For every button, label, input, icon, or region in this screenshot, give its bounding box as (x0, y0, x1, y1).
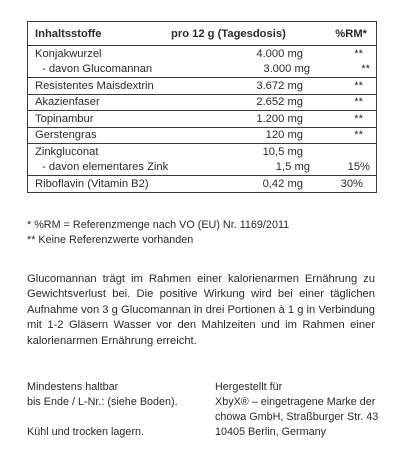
table-line (28, 111, 376, 127)
ingredient-amount: 3.672 mg (256, 79, 303, 92)
ingredient-rm: 15% (347, 161, 370, 174)
table-line (28, 160, 376, 176)
manufacturer-line-1: Hergestellt für (215, 381, 283, 393)
manufacturer-line-3: chowa GmbH, Straßburger Str. 43 (215, 411, 379, 423)
ingredient-amount: 2.652 mg (256, 96, 303, 109)
table-line (28, 176, 376, 192)
health-claim-paragraph: Glucomannan trägt im Rahmen einer kalorienarmen Ernährung zu Gewichtsverlust bei. Die positive Wirkung wird bei einer täglichen Aufnahme von 3 g Glucomannan in drei Portionen à 1 g in Verbindung mit 1-2 Gläsern Wasser vor den Mahlzeiten und im Rahmen einer kalorienarmen Ernährung erreicht. (27, 273, 375, 347)
table-header (28, 22, 376, 46)
footnotes (27, 218, 289, 248)
ingredient-rm: ** (354, 79, 363, 92)
ingredient-rm: ** (361, 63, 370, 76)
ingredient-name: Akazienfaser (35, 96, 100, 109)
ingredient-name: Gerstengras (35, 129, 97, 142)
table-line (28, 128, 376, 144)
best-before-label: Mindestens haltbar (27, 381, 119, 393)
ingredient-name: Konjakwurzel (35, 47, 102, 60)
ingredient-name: Riboflavin (Vitamin B2) (35, 177, 149, 190)
footnote-rm: * %RM = Referenzmenge nach VO (EU) Nr. 1169/2011 (27, 219, 290, 231)
table-row (28, 46, 376, 78)
ingredient-name: - davon elementares Zink (42, 161, 169, 174)
storage-instruction: Kühl und trocken lagern. (27, 426, 145, 438)
header-rm: %RM* (335, 27, 367, 40)
storage-info (27, 380, 178, 440)
ingredient-amount: 3.000 mg (263, 63, 310, 76)
ingredient-name: Zinkgluconat (35, 145, 99, 158)
header-amount: pro 12 g (Tagesdosis) (171, 27, 286, 40)
ingredient-rm: ** (354, 96, 363, 109)
table-row (28, 176, 376, 192)
table-line (28, 95, 376, 111)
ingredient-amount: 4.000 mg (256, 47, 303, 60)
ingredient-amount: 1,5 mg (275, 161, 310, 174)
table-line (28, 46, 376, 62)
ingredient-rm: ** (354, 112, 363, 125)
nutrition-table (27, 21, 377, 193)
ingredient-rm: ** (354, 129, 363, 142)
ingredient-name: - davon Glucomannan (42, 63, 153, 76)
ingredient-amount: 120 mg (265, 129, 303, 142)
manufacturer-line-4: 10405 Berlin, Germany (215, 426, 327, 438)
ingredient-name: Topinambur (35, 112, 94, 125)
ingredient-rm: ** (354, 47, 363, 60)
ingredient-name: Resistentes Maisdextrin (35, 79, 154, 92)
ingredient-amount: 1.200 mg (256, 112, 303, 125)
table-row (28, 95, 376, 112)
ingredient-amount: 10,5 mg (262, 145, 303, 158)
ingredient-rm: 30% (340, 177, 363, 190)
best-before-detail: bis Ende / L-Nr.: (siehe Boden). (27, 396, 178, 408)
table-row (28, 111, 376, 128)
footnote-no-ref: ** Keine Referenzwerte vorhanden (27, 234, 194, 246)
manufacturer-info (215, 380, 378, 440)
table-line (28, 62, 376, 78)
table-line (28, 78, 376, 94)
table-row (28, 78, 376, 95)
table-row (28, 144, 376, 176)
manufacturer-line-2: XbyX® – eingetragene Marke der (215, 396, 376, 408)
header-ingredients: Inhaltsstoffe (35, 27, 102, 40)
table-line (28, 144, 376, 160)
table-row (28, 128, 376, 145)
ingredient-amount: 0,42 mg (262, 177, 303, 190)
